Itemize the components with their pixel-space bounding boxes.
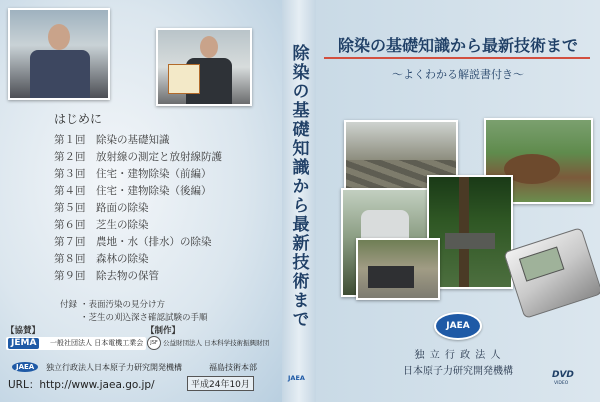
toc-item-num: 第９回 bbox=[54, 270, 86, 282]
toc-item-title: 芝生の除染 bbox=[96, 219, 149, 231]
forest-meter bbox=[445, 233, 495, 249]
toc-item-title: 放射線の測定と放射線防護 bbox=[96, 151, 222, 163]
publication-date: 平成24年10月 bbox=[187, 376, 254, 391]
org-type: 独 立 行 政 法 人 bbox=[414, 350, 502, 361]
toc-intro: はじめに bbox=[54, 112, 103, 126]
toc-item bbox=[54, 166, 212, 181]
spine bbox=[282, 0, 316, 402]
production-label: 【制作】 bbox=[146, 326, 181, 336]
cover-title: 除染の基礎知識から最新技術まで bbox=[337, 36, 578, 55]
toc-item-title: 住宅・建物除染（前編） bbox=[96, 168, 212, 180]
survey-meter-device bbox=[503, 227, 600, 319]
toc-item bbox=[54, 234, 212, 249]
toc-item bbox=[54, 200, 149, 215]
toc-item-num: 第６回 bbox=[54, 219, 86, 231]
presenter-board bbox=[168, 64, 200, 94]
spine-jaea-logo: JAEA bbox=[288, 374, 305, 382]
road-cleaner bbox=[368, 266, 414, 288]
jaea-small-logo: JAEA bbox=[12, 362, 38, 372]
org-line: 独立行政法人日本原子力研究開発機構 bbox=[46, 363, 182, 372]
toc-item-title: 路面の除染 bbox=[96, 202, 149, 214]
appendix-label: 付録 bbox=[60, 300, 78, 310]
back-cover bbox=[0, 0, 282, 402]
road-photo bbox=[356, 238, 440, 300]
dvd-video-label: VIDEO bbox=[554, 381, 569, 386]
appendix-item: ・芝生の刈込深さ確認試験の手順 bbox=[80, 313, 208, 323]
lecturer-head bbox=[48, 24, 70, 50]
dvd-logo: DVD bbox=[552, 370, 574, 380]
toc-item-title: 農地・水（排水）の除染 bbox=[96, 236, 212, 248]
jaea-logo bbox=[434, 312, 482, 340]
appendix-item: ・表面汚染の見分け方 bbox=[80, 300, 166, 310]
jema-logo: JEMA bbox=[8, 338, 39, 349]
toc-item-num: 第４回 bbox=[54, 185, 86, 197]
toc-item bbox=[54, 217, 149, 232]
toc-item bbox=[54, 251, 149, 266]
jema-name: 一般社団法人 日本電機工業会 bbox=[50, 339, 144, 347]
toc-item bbox=[54, 268, 159, 283]
toc-item-num: 第７回 bbox=[54, 236, 86, 248]
toc-item-title: 住宅・建物除染（後編） bbox=[96, 185, 212, 197]
jsf-credit bbox=[146, 334, 282, 350]
device-screen bbox=[519, 246, 564, 281]
support-label: 【協賛】 bbox=[6, 326, 41, 336]
office-name: 福島技術本部 bbox=[209, 363, 257, 372]
toc-item bbox=[54, 149, 222, 164]
jsf-name: 公益財団法人 日本科学技術振興財団 bbox=[163, 339, 270, 347]
toc-item-num: 第８回 bbox=[54, 253, 86, 265]
toc-item-title: 除染の基礎知識 bbox=[96, 134, 170, 146]
cover-subtitle: ～よくわかる解説書付き～ bbox=[392, 68, 524, 81]
org-name: 日本原子力研究開発機構 bbox=[403, 366, 513, 377]
presenter-photo bbox=[156, 28, 252, 106]
toc-item bbox=[54, 132, 170, 147]
lecturer-photo bbox=[8, 8, 110, 100]
toc-item-num: 第１回 bbox=[54, 134, 86, 146]
toc-item-num: 第５回 bbox=[54, 202, 86, 214]
website-url[interactable]: URL：http://www.jaea.go.jp/ bbox=[8, 379, 155, 391]
title-underline bbox=[324, 57, 590, 59]
jaea-logo-text: JAEA bbox=[446, 321, 470, 331]
front-cover bbox=[316, 0, 600, 402]
toc-item-num: 第２回 bbox=[54, 151, 86, 163]
toc-item-num: 第３回 bbox=[54, 168, 86, 180]
tree-trunk bbox=[459, 177, 469, 287]
lecturer-body bbox=[30, 50, 90, 100]
presenter-head bbox=[200, 36, 218, 58]
spine-title: 除染の基礎知識から最新技術まで bbox=[288, 44, 309, 329]
toc-item bbox=[54, 183, 212, 198]
jsf-logo: JSF bbox=[147, 336, 161, 350]
table-of-contents bbox=[54, 110, 268, 296]
jema-credit bbox=[6, 337, 146, 350]
toc-item-title: 除去物の保管 bbox=[96, 270, 159, 282]
toc-item-title: 森林の除染 bbox=[96, 253, 149, 265]
